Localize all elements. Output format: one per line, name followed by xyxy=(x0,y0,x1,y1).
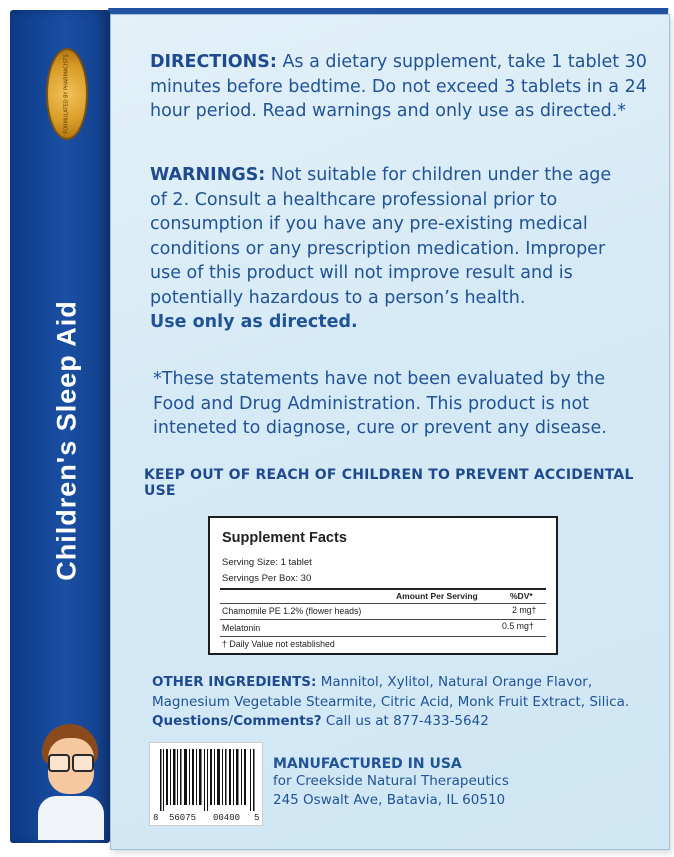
mascot-coat xyxy=(38,796,104,840)
warnings-label: WARNINGS: xyxy=(150,165,266,185)
barcode-digit: 56075 xyxy=(169,813,197,823)
dv-header: %DV* xyxy=(510,591,533,601)
barcode-digit: 5 xyxy=(254,813,260,823)
servings-per-box: Servings Per Box: 30 xyxy=(222,573,312,584)
other-ingredients-text: Mannitol, Xylitol, Natural Orange Flavor, Magnesium Vegetable Stearmite, Citric Acid, Monk Fruit Extract, Silica. xyxy=(152,674,630,710)
use-only-text: Use only as directed. xyxy=(150,312,358,332)
directions-block xyxy=(150,50,650,124)
facts-row-divider xyxy=(220,603,546,604)
warnings-text: Not suitable for children under the age of 2. Consult a healthcare professional prior to consumption if you have any pre-existing medical conditions or any prescription medication. Improper use of this product will not improve result and is potentially hazardous to a person’s health. xyxy=(150,165,612,308)
amount-header: Amount Per Serving xyxy=(396,591,478,601)
ingredient-amount: 0.5 mg† xyxy=(502,621,534,631)
facts-footnote: † Daily Value not established xyxy=(222,639,335,649)
barcode xyxy=(149,742,263,826)
barcode-digit: 8 xyxy=(153,813,159,823)
ingredient-amount: 2 mg† xyxy=(512,605,537,615)
ingredient-name: Melatonin xyxy=(222,623,261,633)
supplement-facts-panel xyxy=(208,516,558,655)
warnings-block xyxy=(150,163,620,335)
facts-divider xyxy=(220,588,546,590)
other-ingredients-label: OTHER INGREDIENTS: xyxy=(152,674,317,690)
barcode-digit: 00400 xyxy=(213,813,241,823)
directions-text: As a dietary supplement, take 1 tablet 30 minutes before bedtime. Do not exceed 3 tablets in a 24 hour period. Read warnings and only use as directed.* xyxy=(150,52,647,121)
glasses-icon xyxy=(48,754,94,768)
manufacturer-title: MANUFACTURED IN USA xyxy=(273,756,462,772)
other-ingredients-block xyxy=(152,673,652,732)
barcode-bars xyxy=(160,749,256,811)
side-title-text: Children's Sleep Aid xyxy=(51,299,82,581)
serving-size: Serving Size: 1 tablet xyxy=(222,557,312,568)
keep-out-warning: KEEP OUT OF REACH OF CHILDREN TO PREVENT ACCIDENTAL USE xyxy=(144,467,634,499)
facts-row-divider xyxy=(220,619,546,620)
manufacturer-address: 245 Oswalt Ave, Batavia, IL 60510 xyxy=(273,792,506,808)
questions-label: Questions/Comments? xyxy=(152,713,322,729)
manufacturer-block xyxy=(273,756,573,810)
manufacturer-name: for Creekside Natural Therapeutics xyxy=(273,773,509,789)
questions-text: Call us at 877-433-5642 xyxy=(321,713,489,729)
mascot-illustration xyxy=(34,720,104,840)
side-title xyxy=(32,170,102,710)
facts-row-divider xyxy=(220,636,546,637)
directions-label: DIRECTIONS: xyxy=(150,52,277,72)
facts-title: Supplement Facts xyxy=(222,530,347,546)
ingredient-name: Chamomile PE 1.2% (flower heads) xyxy=(222,606,362,616)
fda-disclaimer: *These statements have not been evaluated by the Food and Drug Administration. This product is not inteneted to diagnose, cure or prevent any disease. xyxy=(153,369,607,438)
pharmacist-seal-icon: FORMULATED BY PHARMACISTS xyxy=(46,48,88,140)
